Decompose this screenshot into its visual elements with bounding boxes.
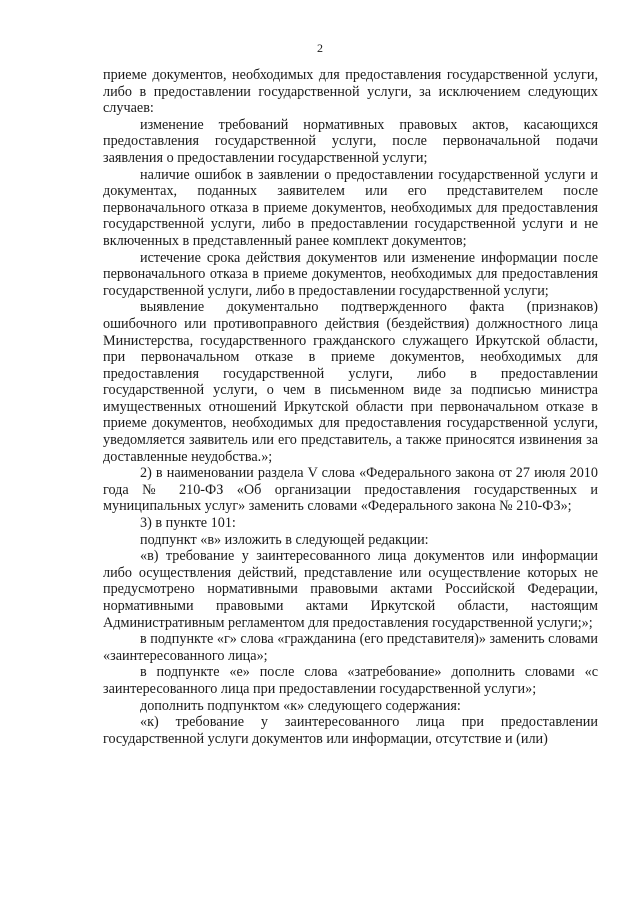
paragraph: подпункт «в» изложить в следующей редакции:: [140, 531, 429, 548]
paragraph: наличие ошибок в заявлении о предоставлении государственной услуги и документах, поданных заявителем или его представителем после первоначального отказа в приеме документов, необходимых для предоставления государственной услуги, либо в предоставлении государственной услуги и не включенных в представленный ранее комплект документов;: [103, 166, 598, 249]
paragraph: приеме документов, необходимых для предоставления государственной услуги, либо в предоставлении государственной услуги, за исключением следующих случаев:: [103, 67, 598, 117]
page-number: 2: [317, 41, 323, 55]
paragraph: истечение срока действия документов или изменение информации после первоначального отказа в приеме документов, необходимых для предоставления государственной услуги, либо в предоставлении государственной услуги;: [103, 249, 598, 299]
document-body: [103, 67, 598, 747]
paragraph: «к) требование у заинтересованного лица при предоставлении государственной услуги документов или информации, отсутствие и (или): [103, 714, 598, 747]
paragraph: в подпункте «г» слова «гражданина (его представителя)» заменить словами «заинтересованного лица»;: [103, 631, 598, 664]
paragraph: дополнить подпунктом «к» следующего содержания:: [140, 697, 461, 714]
paragraph: в подпункте «е» после слова «затребование» дополнить словами «с заинтересованного лица при предоставлении государственной услуги»;: [103, 664, 598, 697]
paragraph: 2) в наименовании раздела V слова «Федерального закона от 27 июля 2010 года № 210-ФЗ «Об организации предоставления государственных и муниципальных услуг» заменить словами «Федерального закона № 210-ФЗ»;: [103, 465, 598, 515]
paragraph: 3) в пункте 101:: [140, 515, 236, 532]
paragraph: «в) требование у заинтересованного лица документов или информации либо осуществления действий, представление или осуществление которых не предусмотрено нормативными правовыми актами Российской Федерации, нормативными правовыми актами Иркутской области, настоящим Административным регламентом для предоставления государственной услуги;»;: [103, 548, 598, 631]
paragraph: выявление документально подтвержденного факта (признаков) ошибочного или противоправного действия (бездействия) должностного лица Министерства, государственного гражданского служащего Иркутской области, при первоначальном отказе в приеме документов, необходимых для предоставления государственной услуги, либо в предоставлении государственной услуги, о чем в письменном виде за подписью министра имущественных отношений Иркутской области при первоначальном отказе в приеме документов, необходимых для предоставления государственной услуги, уведомляется заявитель или его представитель, а также приносятся извинения за доставленные неудобства.»;: [103, 299, 598, 465]
paragraph: изменение требований нормативных правовых актов, касающихся предоставления государственной услуги, после первоначальной подачи заявления о предоставлении государственной услуги;: [103, 116, 598, 166]
